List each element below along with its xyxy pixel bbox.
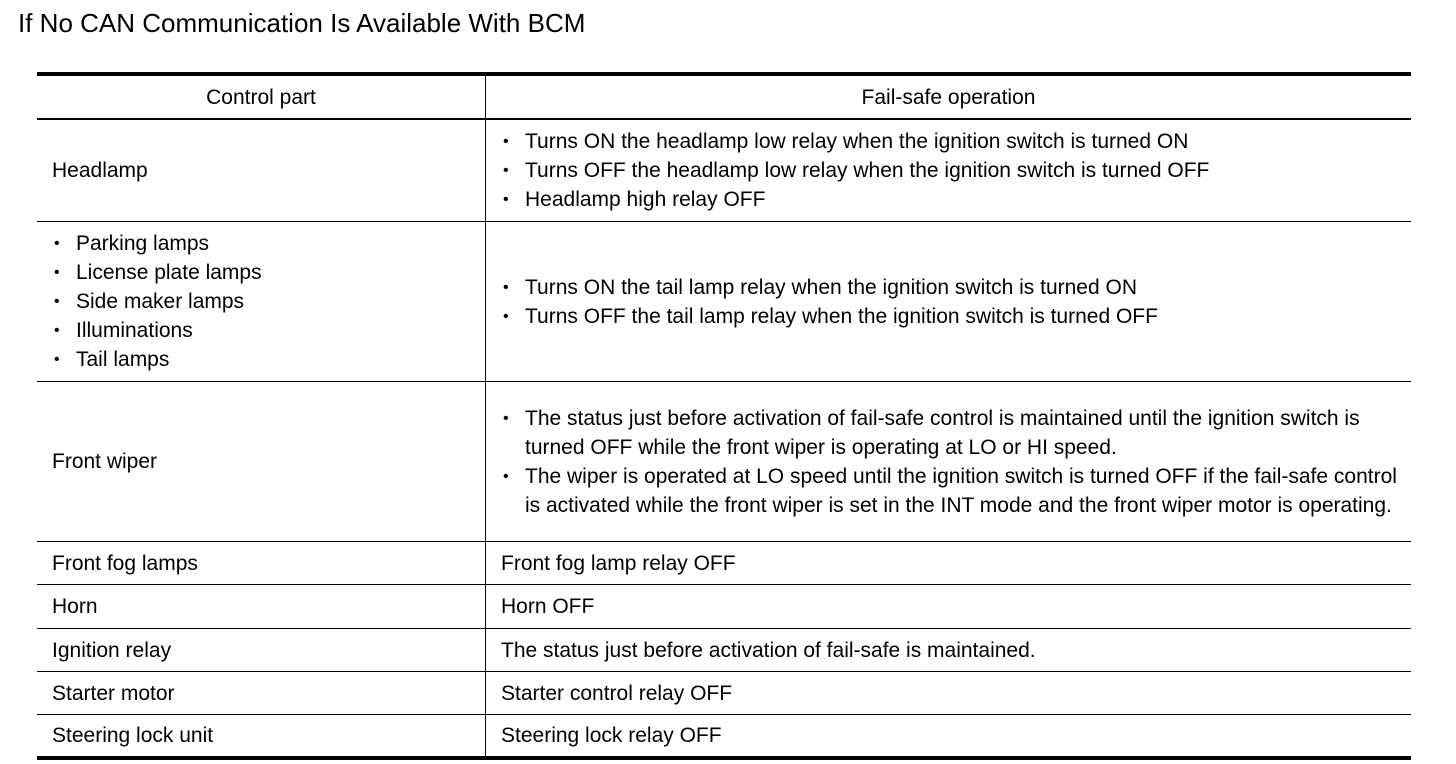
table-header-row bbox=[37, 76, 1411, 119]
table-row-horn bbox=[37, 584, 1411, 628]
list-item: • Parking lamps bbox=[52, 229, 485, 258]
operation-bullet-list bbox=[501, 127, 1399, 214]
fail-safe-operation-cell: Steering lock relay OFF bbox=[501, 724, 722, 747]
control-part-cell: Ignition relay bbox=[37, 629, 486, 671]
fail-safe-operation-cell: Horn OFF bbox=[501, 595, 595, 618]
control-part-cell: Headlamp bbox=[37, 120, 486, 221]
operation-bullet-list bbox=[501, 404, 1399, 520]
list-item: • License plate lamps bbox=[52, 258, 485, 287]
list-item: • Turns ON the tail lamp relay when the ignition switch is turned ON bbox=[501, 273, 1399, 302]
fail-safe-table bbox=[37, 72, 1411, 760]
list-item: • Illuminations bbox=[52, 316, 485, 345]
table-row-lamps bbox=[37, 221, 1411, 381]
list-item: • Turns OFF the tail lamp relay when the ignition switch is turned OFF bbox=[501, 302, 1399, 331]
list-item: • The wiper is operated at LO speed until the ignition switch is turned OFF if the fail-safe control is activated while the front wiper is set in the INT mode and the front wiper motor is operating. bbox=[501, 462, 1399, 520]
operation-bullet-list bbox=[501, 273, 1399, 331]
table-row-front-fog-lamps bbox=[37, 541, 1411, 584]
control-part-cell: Front wiper bbox=[37, 382, 486, 541]
list-item: • Turns ON the headlamp low relay when the ignition switch is turned ON bbox=[501, 127, 1399, 156]
table-row-starter-motor bbox=[37, 671, 1411, 714]
table-row-ignition-relay bbox=[37, 628, 1411, 671]
fail-safe-operation-cell: Front fog lamp relay OFF bbox=[501, 551, 736, 575]
column-header-fail-safe-operation: Fail-safe operation bbox=[861, 85, 1036, 109]
control-part-cell: Horn bbox=[37, 585, 486, 628]
fail-safe-operation-cell bbox=[486, 222, 1411, 381]
fail-safe-operation-cell bbox=[486, 120, 1411, 221]
page-title: If No CAN Communication Is Available With BCM bbox=[18, 8, 586, 38]
fail-safe-operation-cell: The status just before activation of fail-safe is maintained. bbox=[501, 638, 1036, 662]
control-part-bullet-list bbox=[52, 229, 485, 374]
control-part-cell: Front fog lamps bbox=[37, 542, 486, 584]
table-row-headlamp bbox=[37, 119, 1411, 221]
control-part-cell: Steering lock unit bbox=[37, 715, 486, 756]
list-item: • The status just before activation of fail-safe control is maintained until the ignition switch is turned OFF while the front wiper is operating at LO or HI speed. bbox=[501, 404, 1399, 462]
table-row-front-wiper bbox=[37, 381, 1411, 541]
control-part-cell: Starter motor bbox=[37, 672, 486, 714]
control-part-cell bbox=[37, 222, 486, 381]
list-item: • Side maker lamps bbox=[52, 287, 485, 316]
list-item: • Turns OFF the headlamp low relay when the ignition switch is turned OFF bbox=[501, 156, 1399, 185]
list-item: • Headlamp high relay OFF bbox=[501, 185, 1399, 214]
list-item: • Tail lamps bbox=[52, 345, 485, 374]
fail-safe-operation-cell: Starter control relay OFF bbox=[501, 681, 733, 705]
table-row-steering-lock-unit bbox=[37, 714, 1411, 756]
fail-safe-operation-cell bbox=[486, 382, 1411, 541]
column-header-control-part: Control part bbox=[37, 76, 486, 118]
